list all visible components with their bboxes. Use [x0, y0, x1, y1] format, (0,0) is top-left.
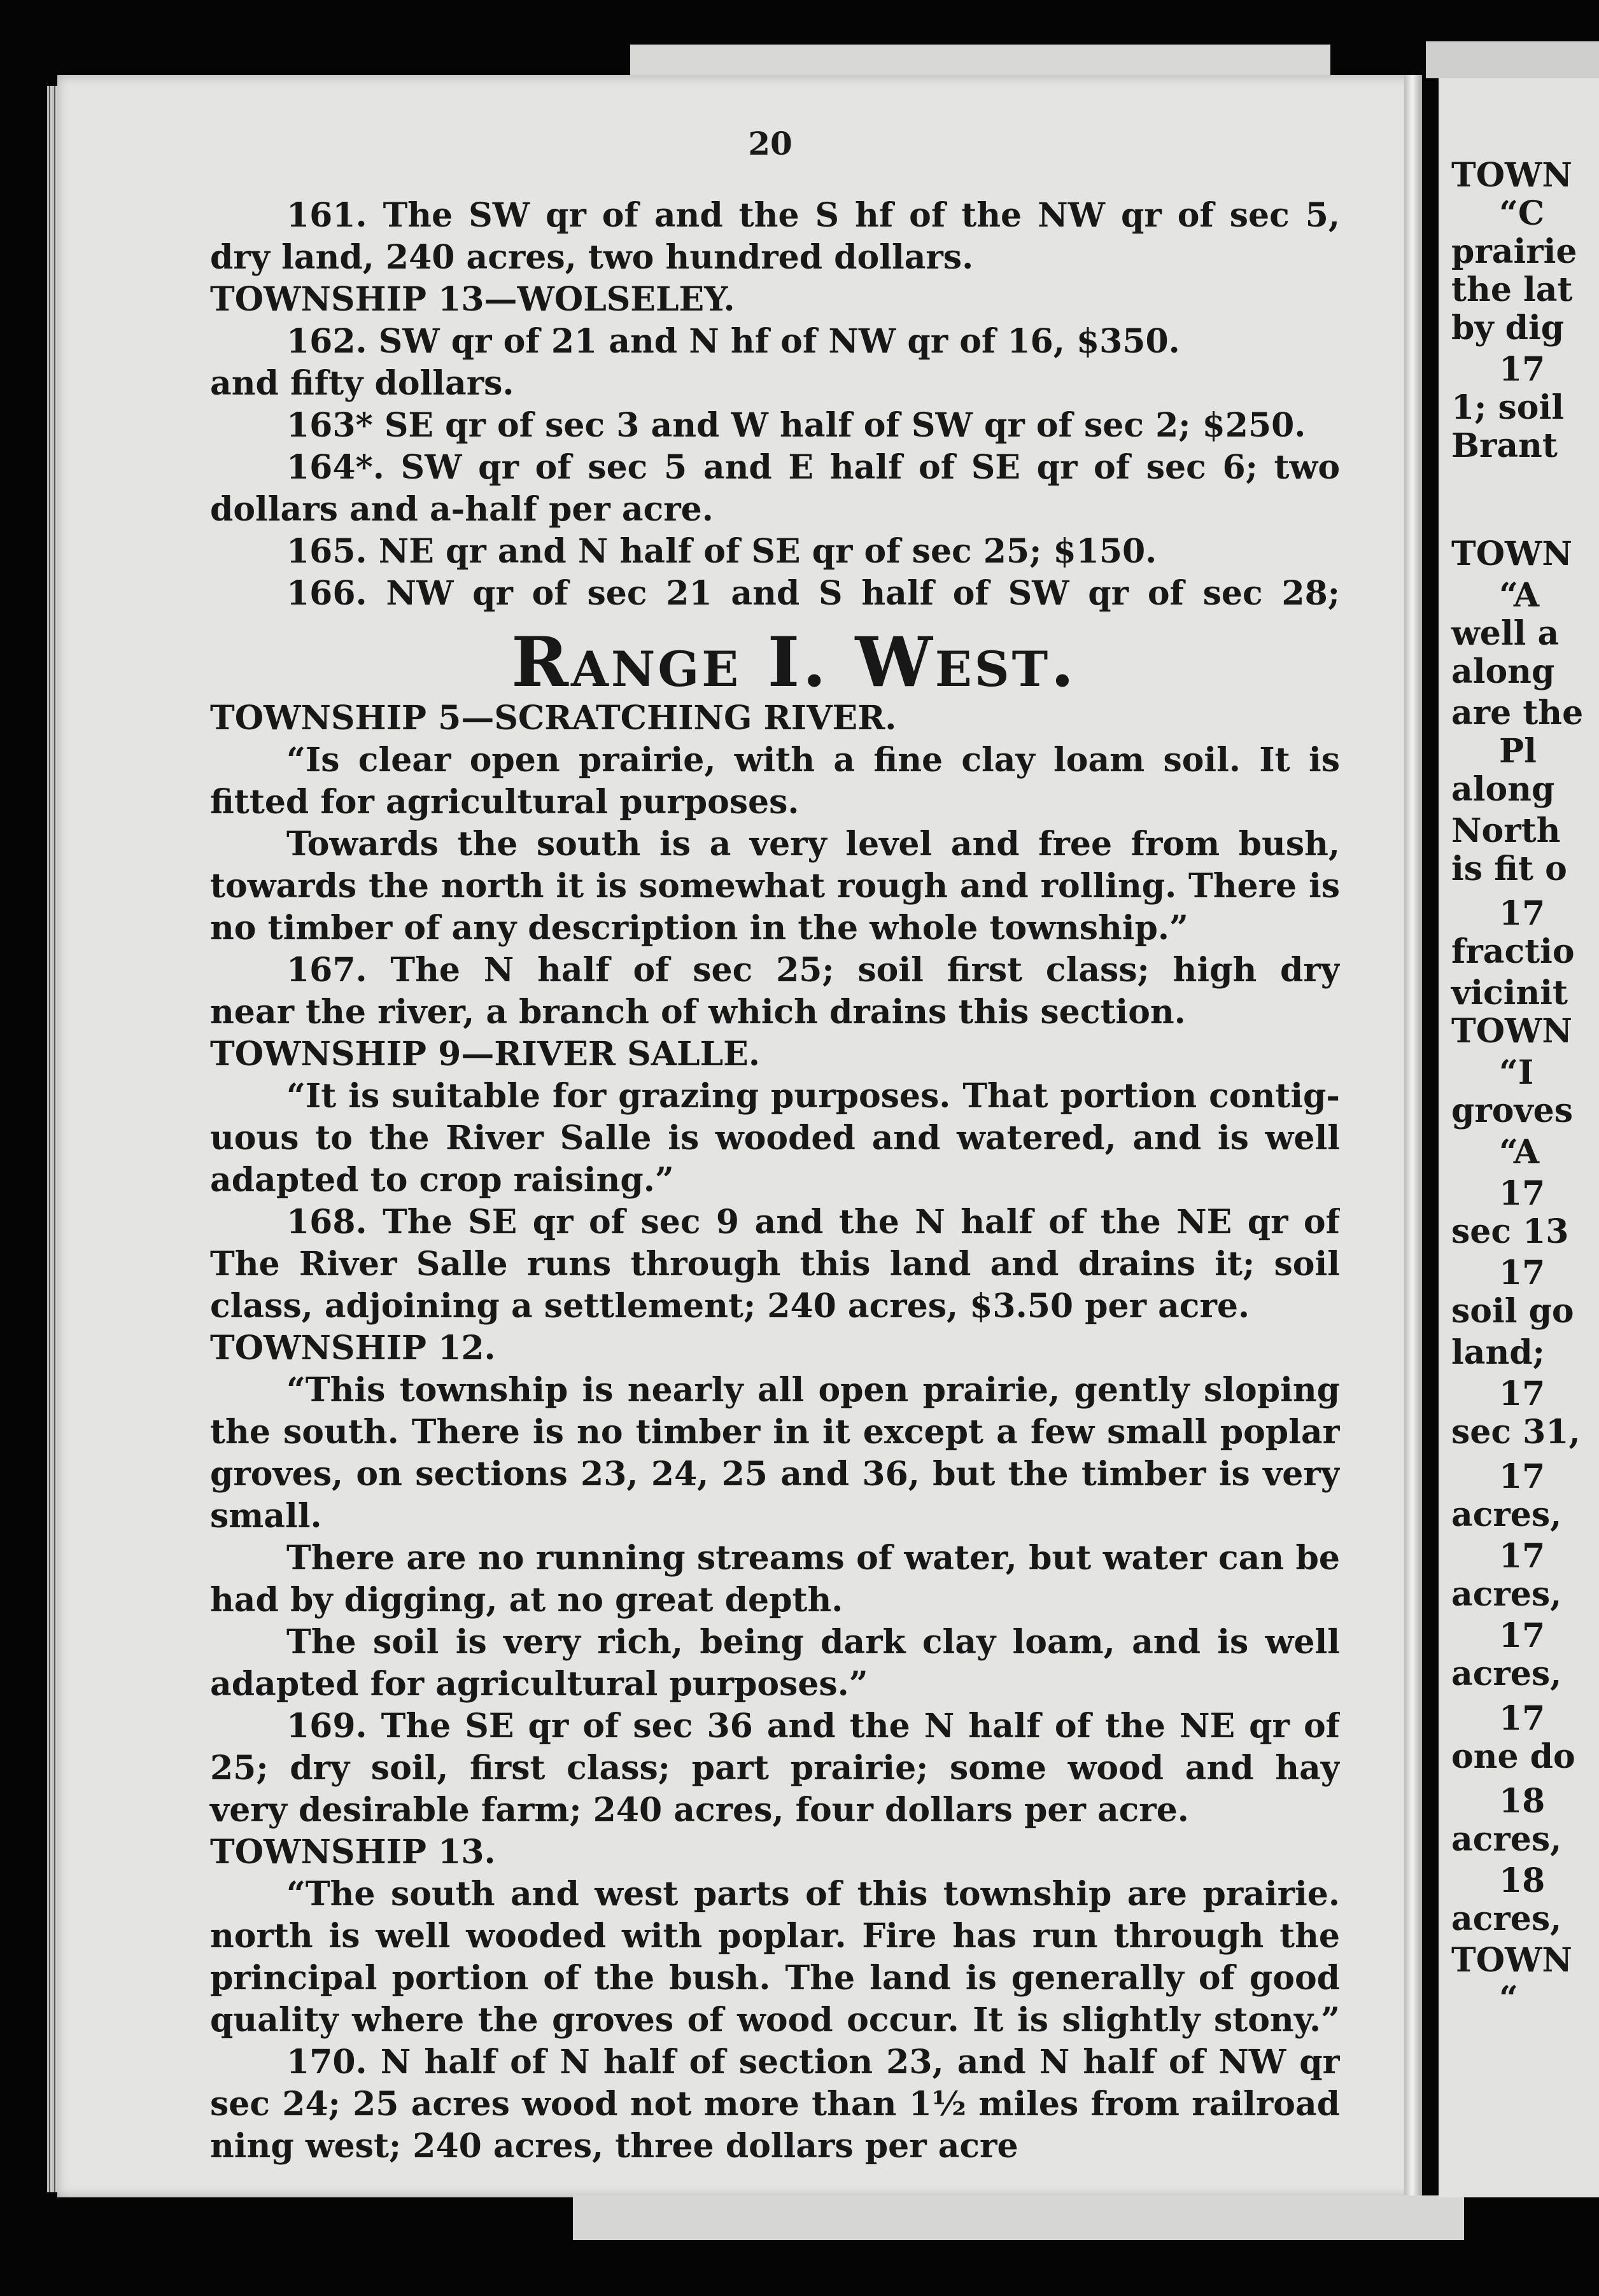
text-line: “The south and west parts of this township are prairie.: [286, 1875, 1340, 1914]
right-page-fragment: [1439, 78, 1599, 2197]
scan-border-right: [1426, 41, 1599, 78]
text-line: very desirable farm; 240 acres, four dollars per acre.: [210, 1791, 1189, 1830]
right-page-line: prairie: [1451, 232, 1577, 271]
book-gutter: [1404, 75, 1422, 2197]
text-line: “This township is nearly all open prairie, gently sloping: [286, 1371, 1340, 1410]
right-page-line: 18: [1499, 1861, 1546, 1900]
text-line: There are no running streams of water, but water can be: [286, 1539, 1340, 1578]
text-line: dry land, 240 acres, two hundred dollars.: [210, 238, 974, 277]
right-page-line: acres,: [1451, 1495, 1562, 1534]
right-page-line: well a: [1451, 614, 1560, 653]
text-line: 164*. SW qr of sec 5 and E half of SE qr of sec 6; two: [286, 448, 1340, 487]
right-page-line: 17: [1499, 1174, 1546, 1213]
township-heading: TOWNSHIP 13—WOLSELEY.: [210, 280, 735, 319]
text-line: 166. NW qr of sec 21 and S half of SW qr of sec 28;: [286, 574, 1340, 613]
right-page-line: acres,: [1451, 1575, 1562, 1614]
right-page-line: vicinit: [1451, 974, 1568, 1012]
right-page-line: 17: [1499, 1254, 1546, 1292]
text-line: and fifty dollars.: [210, 364, 514, 403]
right-page-line: one do: [1451, 1737, 1575, 1776]
right-page-line: are the: [1451, 694, 1584, 732]
text-line: near the river, a branch of which drains this section.: [210, 993, 1186, 1032]
range-heading: Range I. West.: [511, 622, 1077, 703]
right-page-line: 17: [1499, 1457, 1546, 1496]
text-line: 167. The N half of sec 25; soil first class; high dry: [286, 951, 1340, 990]
township-heading: TOWNSHIP 9—RIVER SALLE.: [210, 1035, 760, 1074]
text-line: the south. There is no timber in it except a few small poplar: [210, 1413, 1340, 1452]
right-page-line: along: [1451, 652, 1555, 691]
text-line: north is well wooded with poplar. Fire has run through the: [210, 1917, 1340, 1956]
text-line: principal portion of the bush. The land is generally of good: [210, 1959, 1340, 1998]
right-page-line: TOWN: [1451, 156, 1572, 195]
right-page-line: acres,: [1451, 1655, 1562, 1693]
text-line: had by digging, at no great depth.: [210, 1581, 843, 1620]
text-line: quality where the groves of wood occur. It is slightly stony.”: [210, 2001, 1340, 2040]
right-page-line: TOWN: [1451, 1012, 1572, 1051]
text-line: fitted for agricultural purposes.: [210, 783, 800, 822]
right-page-line: soil go: [1451, 1292, 1574, 1331]
right-page-line: 17: [1499, 1537, 1546, 1576]
township-heading: TOWNSHIP 13.: [210, 1833, 496, 1872]
right-page-line: the lat: [1451, 270, 1573, 309]
right-page-line: “A: [1499, 1133, 1540, 1172]
text-line: 168. The SE qr of sec 9 and the N half of the NE qr of: [286, 1203, 1340, 1242]
right-page-line: acres,: [1451, 1900, 1562, 1938]
township-heading: TOWNSHIP 5—SCRATCHING RIVER.: [210, 699, 897, 738]
right-page-line: 1; soil: [1451, 388, 1564, 427]
right-page-line: TOWN: [1451, 535, 1572, 573]
text-line: 165. NE qr and N half of SE qr of sec 25; $150.: [286, 532, 1157, 571]
scan-border-top: [630, 45, 1330, 75]
right-page-line: Pl: [1499, 732, 1537, 771]
text-line: ning west; 240 acres, three dollars per acre: [210, 2127, 1018, 2166]
text-line: “Is clear open prairie, with a fine clay loam soil. It is: [286, 741, 1340, 780]
text-line: “It is suitable for grazing purposes. That portion contig-: [286, 1077, 1340, 1116]
text-line: The soil is very rich, being dark clay loam, and is well: [286, 1623, 1340, 1662]
right-page-line: “: [1499, 1979, 1518, 2018]
text-line: 170. N half of N half of section 23, and N half of NW qr: [286, 2043, 1340, 2082]
text-line: groves, on sections 23, 24, 25 and 36, but the timber is very: [210, 1455, 1340, 1494]
text-line: towards the north it is somewhat rough and rolling. There is: [210, 867, 1340, 906]
right-page-line: “I: [1499, 1053, 1534, 1092]
text-line: 163* SE qr of sec 3 and W half of SW qr of sec 2; $250.: [286, 406, 1306, 445]
left-page-text: [210, 195, 1340, 2167]
text-line: 25; dry soil, first class; part prairie; some wood and hay: [210, 1749, 1340, 1788]
right-page-line: 17: [1499, 1616, 1546, 1655]
text-line: 169. The SE qr of sec 36 and the N half of the NE qr of: [286, 1707, 1340, 1746]
right-page-line: TOWN: [1451, 1941, 1572, 1980]
text-line: class, adjoining a settlement; 240 acres, $3.50 per acre.: [210, 1287, 1250, 1326]
township-heading: TOWNSHIP 12.: [210, 1329, 496, 1368]
page-number: 20: [748, 125, 792, 162]
right-page-line: 17: [1499, 1375, 1546, 1413]
right-page-line: 18: [1499, 1782, 1546, 1821]
text-line: Towards the south is a very level and free from bush,: [286, 825, 1340, 864]
right-page-line: acres,: [1451, 1820, 1562, 1859]
right-page-line: fractio: [1451, 932, 1575, 971]
right-page-line: North: [1451, 811, 1561, 850]
right-page-line: 17: [1499, 894, 1546, 933]
text-line: uous to the River Salle is wooded and watered, and is well: [210, 1119, 1340, 1158]
right-page-line: sec 13: [1451, 1212, 1569, 1251]
scan-border-bottom: [573, 2195, 1464, 2240]
right-page-line: sec 31,: [1451, 1413, 1581, 1452]
right-page-line: 17: [1499, 1699, 1546, 1738]
right-page-line: 17: [1499, 350, 1546, 389]
right-page-line: groves: [1451, 1091, 1574, 1130]
right-page-line: is fit o: [1451, 850, 1567, 888]
text-line: The River Salle runs through this land and drains it; soil: [210, 1245, 1340, 1284]
right-page-line: land;: [1451, 1333, 1545, 1372]
text-line: 162. SW qr of 21 and N hf of NW qr of 16, $350.: [286, 322, 1180, 361]
right-page-line: by dig: [1451, 309, 1565, 347]
text-line: adapted to crop raising.”: [210, 1161, 674, 1200]
text-line: no timber of any description in the whole township.”: [210, 909, 1188, 948]
right-page-line: along: [1451, 770, 1555, 809]
text-line: dollars and a-half per acre.: [210, 490, 714, 529]
right-page-line: “A: [1499, 576, 1540, 615]
text-line: sec 24; 25 acres wood not more than 1½ miles from railroad: [210, 2085, 1340, 2124]
text-line: small.: [210, 1497, 322, 1536]
text-line: adapted for agricultural purposes.”: [210, 1665, 868, 1704]
right-page-line: Brant: [1451, 426, 1558, 465]
text-line: 161. The SW qr of and the S hf of the NW qr of sec 5,: [286, 196, 1340, 235]
right-page-line: “C: [1499, 194, 1545, 233]
